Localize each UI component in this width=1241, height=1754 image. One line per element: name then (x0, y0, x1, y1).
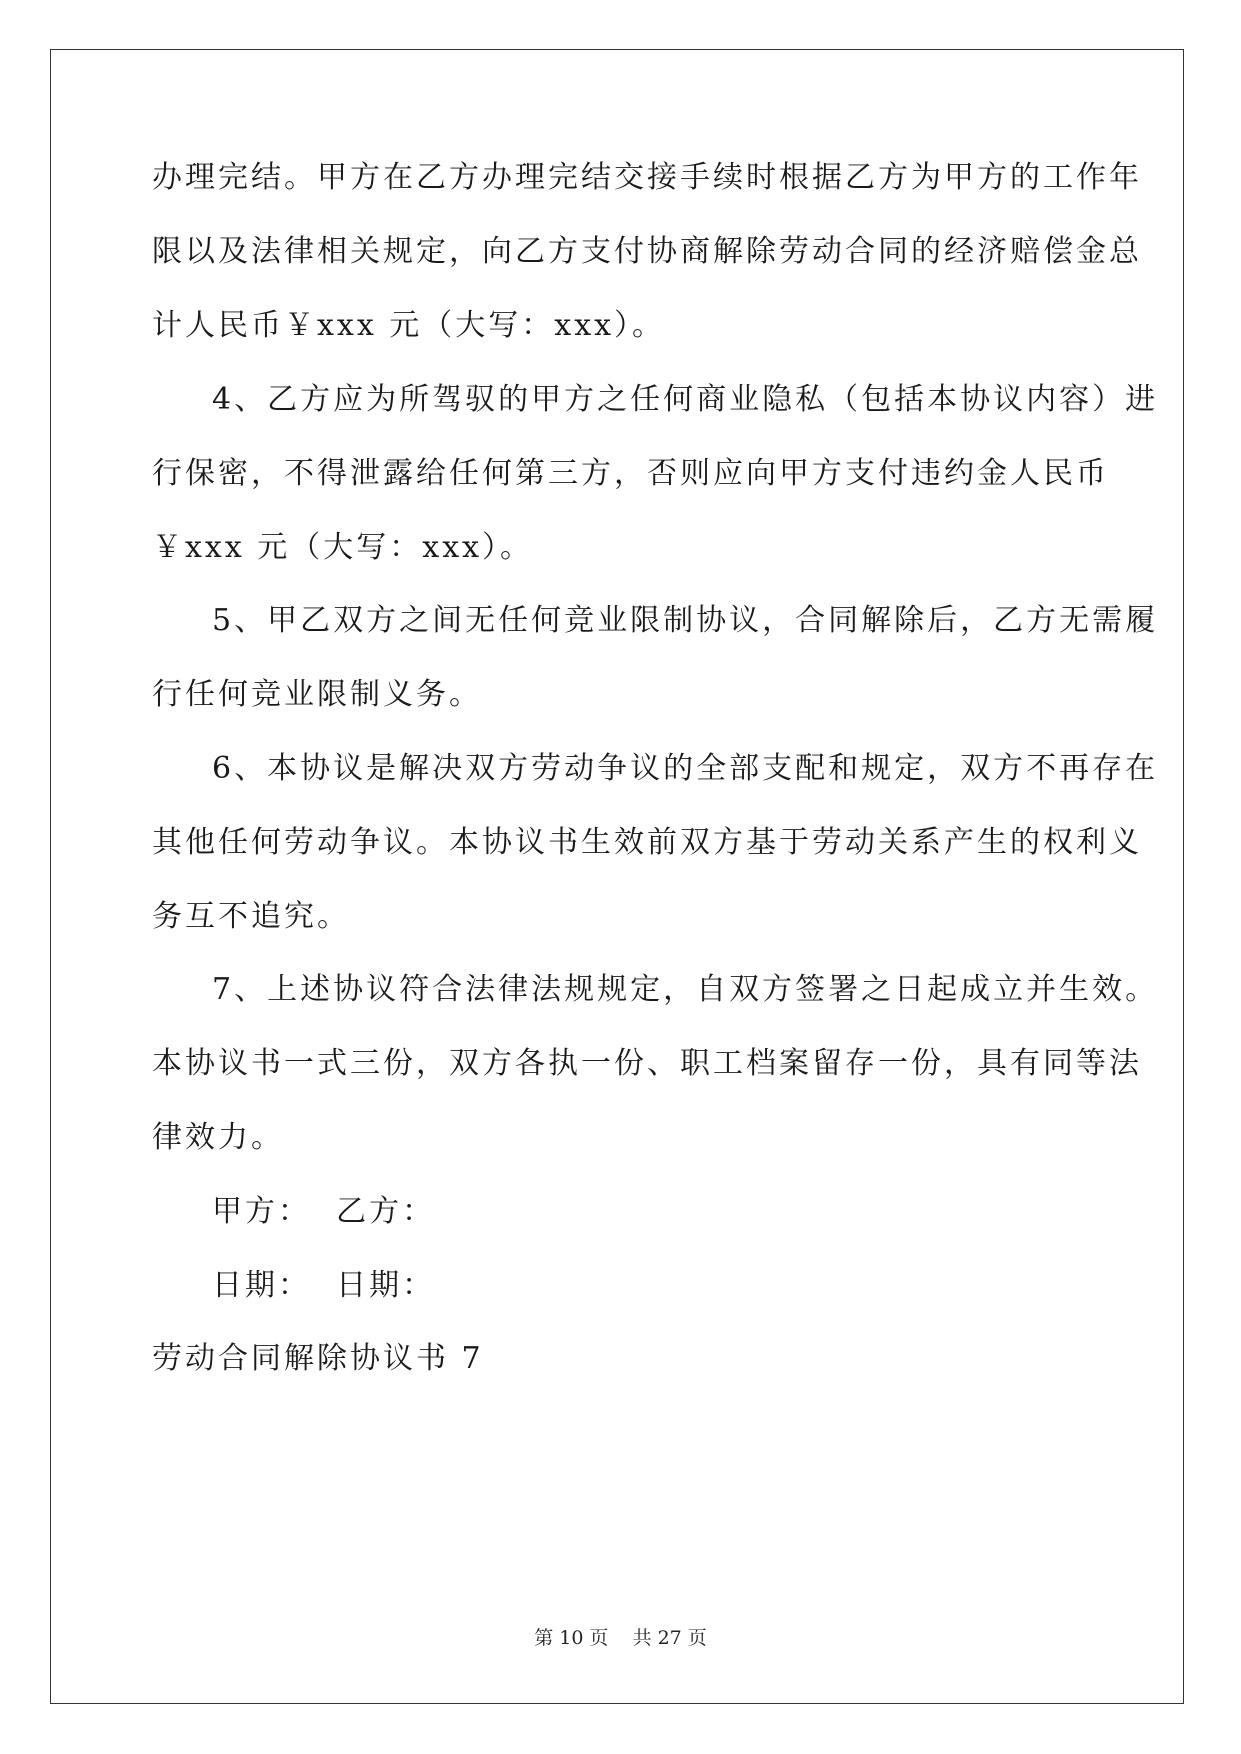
signature-date-line: 日期： 日期： (212, 1268, 436, 1303)
paragraph-line: 5、甲乙双方之间无任何竞业限制协议，合同解除后，乙方无需履 (212, 603, 1159, 638)
signature-party-line: 甲方： 乙方： (212, 1194, 436, 1229)
paragraph-line: 律效力。 (152, 1120, 284, 1155)
paragraph-line: ￥xxx 元（大写：xxx）。 (152, 530, 534, 565)
total-label-prefix: 共 (632, 1627, 652, 1649)
total-pages: 27 (657, 1627, 682, 1649)
paragraph-line: 行任何竞业限制义务。 (152, 677, 482, 712)
paragraph-line: 本协议书一式三份，双方各执一份、职工档案留存一份，具有同等法 (152, 1046, 1142, 1081)
section-heading: 劳动合同解除协议书 7 (152, 1341, 484, 1376)
page-number: 10 (559, 1627, 584, 1649)
paragraph-line: 7、上述协议符合法律法规规定，自双方签署之日起成立并生效。 (212, 972, 1159, 1007)
paragraph-line: 行保密，不得泄露给任何第三方，否则应向甲方支付违约金人民币 (152, 456, 1109, 491)
total-label-suffix: 页 (687, 1627, 707, 1649)
paragraph-line: 限以及法律相关规定，向乙方支付协商解除劳动合同的经济赔偿金总 (152, 234, 1142, 269)
paragraph-line: 其他任何劳动争议。本协议书生效前双方基于劳动关系产生的权利义 (152, 825, 1142, 860)
page-footer (0, 1626, 1241, 1650)
paragraph-line: 6、本协议是解决双方劳动争议的全部支配和规定，双方不再存在 (212, 751, 1159, 786)
page-frame (50, 49, 1184, 1704)
page-label-suffix: 页 (589, 1627, 609, 1649)
paragraph-line: 务互不追究。 (152, 899, 350, 934)
paragraph-line: 计人民币￥xxx 元（大写：xxx）。 (152, 308, 666, 343)
paragraph-line: 4、乙方应为所驾驭的甲方之任何商业隐私（包括本协议内容）进 (212, 382, 1159, 417)
page-label-prefix: 第 (534, 1627, 554, 1649)
paragraph-line: 办理完结。甲方在乙方办理完结交接手续时根据乙方为甲方的工作年 (152, 160, 1142, 195)
